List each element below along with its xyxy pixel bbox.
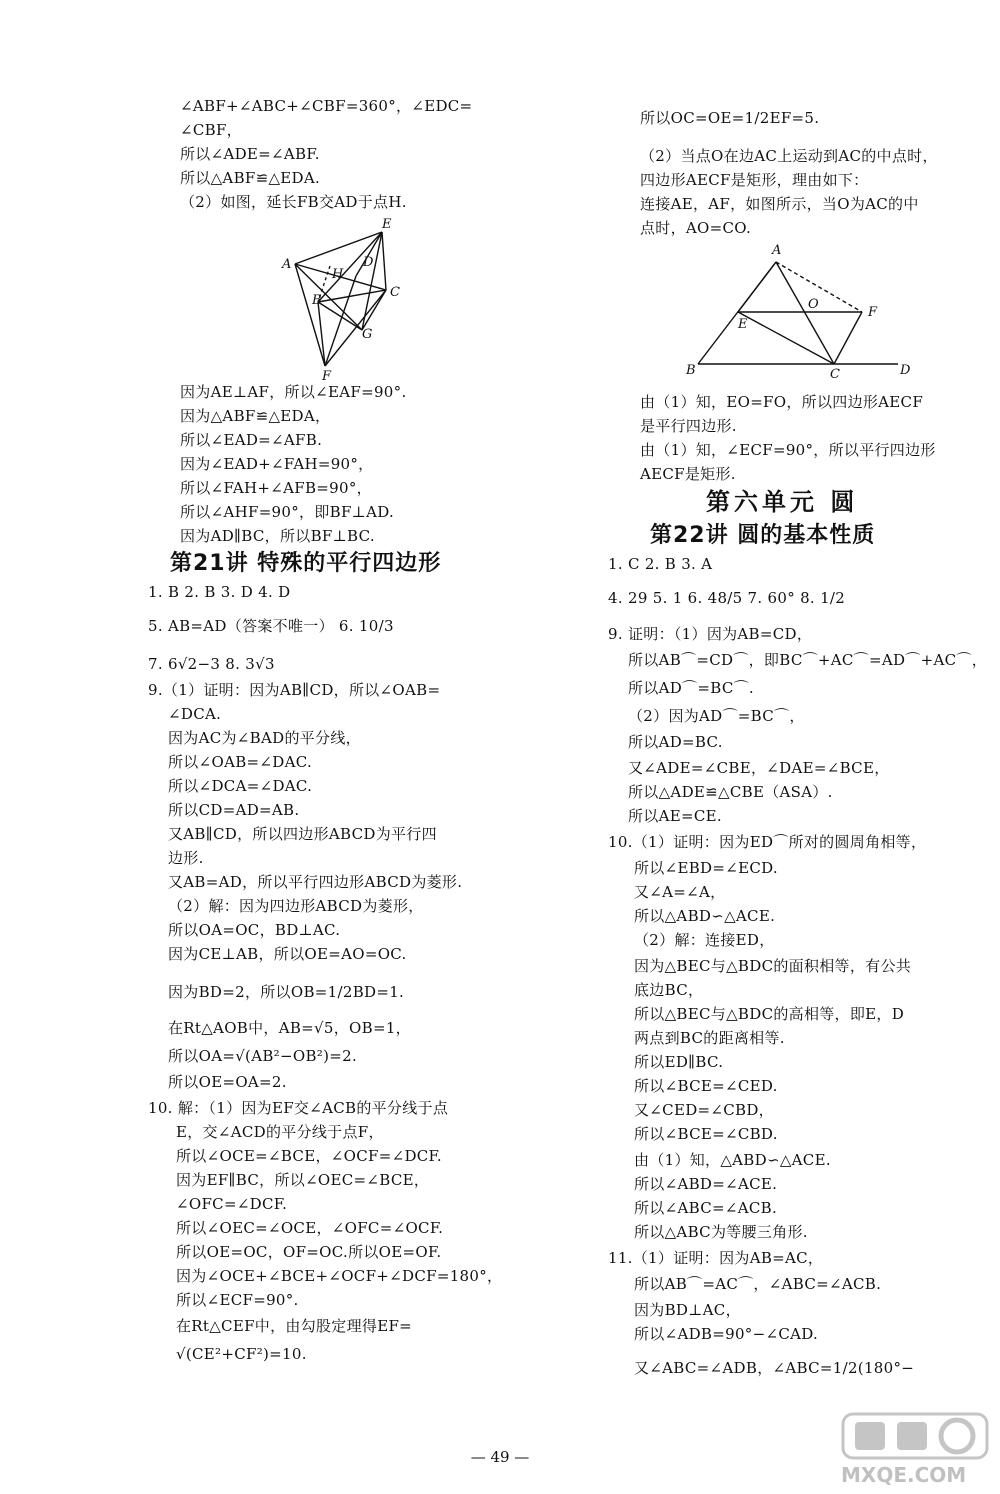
text-line: 因为△ABF≌△EDA， xyxy=(180,407,331,425)
text-line: 所以AB⌒=CD⌒，即BC⌒+AC⌒=AD⌒+AC⌒， xyxy=(628,651,987,669)
text-line: 所以△BEC与△BDC的高相等，即E，D xyxy=(634,1005,905,1023)
label-D: D xyxy=(363,255,374,270)
text-line: √(CE²+CF²)=10. xyxy=(176,1345,307,1363)
text-line: 所以∠EAD=∠AFB. xyxy=(180,431,323,449)
text-line: 又∠ADE=∠CBE，∠DAE=∠BCE， xyxy=(628,759,890,777)
text-line: 底边BC， xyxy=(634,981,704,999)
text-line: 所以OE=OA=2. xyxy=(168,1073,287,1091)
text-line: 所以OA=√(AB²−OB²)=2. xyxy=(168,1047,358,1065)
text-line: 边形. xyxy=(168,849,204,867)
text-line: 由（1）知，△ABD∽△ACE. xyxy=(634,1151,831,1169)
text-line: 又∠ABC=∠ADB，∠ABC=1/2(180°− xyxy=(634,1359,915,1377)
text-line: 因为BD=2，所以OB=1/2BD=1. xyxy=(168,983,405,1001)
text-line: 因为△BEC与△BDC的面积相等，有公共 xyxy=(634,957,912,975)
watermark-site: MXQE.COM xyxy=(841,1463,967,1487)
label-A: A xyxy=(282,257,292,272)
section-title-22: 第22讲 圆的基本性质 xyxy=(650,523,876,548)
text-line: AECF是矩形. xyxy=(640,465,736,483)
text-line: ∠OFC=∠DCF. xyxy=(176,1195,288,1213)
text-line: 所以CD=AD=AB. xyxy=(168,801,300,819)
text-line: 在Rt△AOB中，AB=√5，OB=1， xyxy=(168,1019,411,1037)
text-line: 11.（1）证明：因为AB=AC， xyxy=(608,1249,824,1267)
text-line: 所以∠ABD=∠ACE. xyxy=(634,1175,778,1193)
section-title-21: 第21讲 特殊的平行四边形 xyxy=(170,551,442,576)
text-line: 因为AD∥BC，所以BF⊥BC. xyxy=(180,527,375,545)
text-line: （2）因为AD⌒=BC⌒， xyxy=(628,707,805,725)
text-line: 点时，AO=CO. xyxy=(640,219,752,237)
text-line: 因为EF∥BC，所以∠OEC=∠BCE， xyxy=(176,1171,430,1189)
text-line: 所以AD⌒=BC⌒. xyxy=(628,679,754,697)
label-C: C xyxy=(830,367,840,380)
text-line: 4. 29 5. 1 6. 48/5 7. 60° 8. 1/2 xyxy=(608,589,846,607)
text-line: 所以△ABD∽△ACE. xyxy=(634,907,776,925)
text-line: 所以∠ABC=∠ACB. xyxy=(634,1199,778,1217)
text-line: 所以OE=OC，OF=OC.所以OE=OF. xyxy=(176,1243,442,1261)
text-line: 因为AC为∠BAD的平分线， xyxy=(168,729,361,747)
text-line: ∠DCA. xyxy=(168,705,222,723)
text-line: ∠ABF+∠ABC+∠CBF=360°，∠EDC= xyxy=(180,97,473,115)
text-line: 所以ED∥BC. xyxy=(634,1053,724,1071)
text-line: 10.（1）证明：因为ED⌒所对的圆周角相等， xyxy=(608,833,927,851)
text-line: 所以∠OCE=∠BCE，∠OCF=∠DCF. xyxy=(176,1147,442,1165)
text-line: 所以AE=CE. xyxy=(628,807,722,825)
text-line: E，交∠ACD的平分线于点F， xyxy=(176,1123,384,1141)
text-line: 又∠A=∠A， xyxy=(634,883,726,901)
text-line: 所以∠OAB=∠DAC. xyxy=(168,753,313,771)
text-line: 所以∠ECF=90°. xyxy=(176,1291,299,1309)
text-line: 1. C 2. B 3. A xyxy=(608,555,713,573)
text-line: 所以∠BCE=∠CED. xyxy=(634,1077,778,1095)
text-line: 连接AE，AF，如图所示，当O为AC的中 xyxy=(640,195,919,213)
page-number: — 49 — xyxy=(470,1448,530,1466)
label-D: D xyxy=(900,363,911,378)
label-B: B xyxy=(312,293,322,308)
text-line: 所以∠ADE=∠ABF. xyxy=(180,145,320,163)
geometry-figure-quadrilateral xyxy=(270,212,420,382)
text-line: 因为AE⊥AF，所以∠EAF=90°. xyxy=(180,383,407,401)
watermark-logo xyxy=(835,1410,995,1490)
geometry-figure-triangle xyxy=(678,240,918,380)
label-E: E xyxy=(738,317,748,332)
text-line: 所以∠ADB=90°−∠CAD. xyxy=(634,1325,819,1343)
text-line: 所以∠OEC=∠OCE，∠OFC=∠OCF. xyxy=(176,1219,444,1237)
text-line: （2）当点O在边AC上运动到AC的中点时， xyxy=(640,147,938,165)
text-line: 9. 证明：（1）因为AB=CD， xyxy=(608,625,813,643)
label-F: F xyxy=(868,305,878,320)
text-line: 所以∠DCA=∠DAC. xyxy=(168,777,313,795)
text-line: 因为∠EAD+∠FAH=90°， xyxy=(180,455,374,473)
text-line: （2）如图，延长FB交AD于点H. xyxy=(180,193,407,211)
label-G: G xyxy=(362,327,373,342)
label-B: B xyxy=(686,363,696,378)
text-line: 所以∠EBD=∠ECD. xyxy=(634,859,778,877)
text-line: 所以∠BCE=∠CBD. xyxy=(634,1125,778,1143)
text-line: 10. 解：（1）因为EF交∠ACB的平分线于点 xyxy=(148,1099,449,1117)
text-line: 由（1）知，∠ECF=90°，所以平行四边形 xyxy=(640,441,936,459)
text-line: 因为∠OCE+∠BCE+∠OCF+∠DCF=180°， xyxy=(176,1267,503,1285)
text-line: 因为BD⊥AC， xyxy=(634,1301,741,1319)
text-line: 在Rt△CEF中，由勾股定理得EF= xyxy=(176,1317,413,1335)
text-line: 所以AD=BC. xyxy=(628,733,723,751)
text-line: 又∠CED=∠CBD， xyxy=(634,1101,774,1119)
label-C: C xyxy=(390,285,400,300)
text-line: 所以△ABF≌△EDA. xyxy=(180,169,321,187)
text-line: 7. 6√2−3 8. 3√3 xyxy=(148,655,275,673)
text-line: 所以∠FAH+∠AFB=90°， xyxy=(180,479,372,497)
label-A: A xyxy=(772,243,782,258)
text-line: 因为CE⊥AB，所以OE=AO=OC. xyxy=(168,945,407,963)
text-line: 又AB=AD，所以平行四边形ABCD为菱形. xyxy=(168,873,463,891)
text-line: 9.（1）证明：因为AB∥CD，所以∠OAB= xyxy=(148,681,441,699)
text-line: 又AB∥CD，所以四边形ABCD为平行四 xyxy=(168,825,437,843)
label-O: O xyxy=(808,297,819,312)
text-line: （2）解：因为四边形ABCD为菱形， xyxy=(168,897,424,915)
label-E: E xyxy=(382,217,392,232)
label-F: F xyxy=(322,369,332,382)
text-line: 两点到BC的距离相等. xyxy=(634,1029,785,1047)
text-line: （2）解：连接ED， xyxy=(634,931,775,949)
text-line: 所以OA=OC，BD⊥AC. xyxy=(168,921,341,939)
text-line: ∠CBF， xyxy=(180,121,242,139)
text-line: 四边形AECF是矩形，理由如下： xyxy=(640,171,869,189)
text-line: 所以OC=OE=1/2EF=5. xyxy=(640,109,820,127)
label-H: H xyxy=(332,267,344,282)
text-line: 1. B 2. B 3. D 4. D xyxy=(148,583,291,601)
unit-title-6: 第六单元 圆 xyxy=(706,488,859,516)
text-line: 是平行四边形. xyxy=(640,417,737,435)
text-line: 所以∠AHF=90°，即BF⊥AD. xyxy=(180,503,395,521)
text-line: 由（1）知，EO=FO，所以四边形AECF xyxy=(640,393,924,411)
text-line: 5. AB=AD（答案不唯一） 6. 10/3 xyxy=(148,617,394,635)
text-line: 所以AB⌒=AC⌒，∠ABC=∠ACB. xyxy=(634,1275,882,1293)
text-line: 所以△ABC为等腰三角形. xyxy=(634,1223,808,1241)
text-line: 所以△ADE≌△CBE（ASA）. xyxy=(628,783,833,801)
